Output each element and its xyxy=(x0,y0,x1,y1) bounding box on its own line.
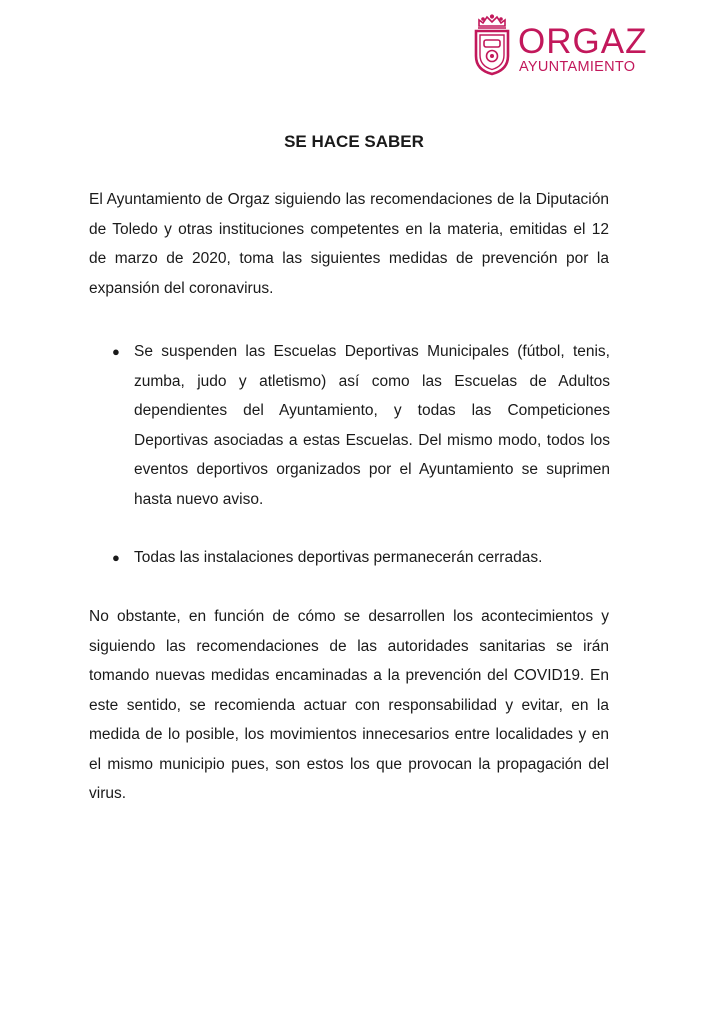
closing-paragraph: No obstante, en función de cómo se desarrollen los acontecimientos y siguiendo las recomendaciones de las autoridades sanitarias se irán tomando nuevas medidas encaminadas a la prevención del COVID19. En este sentido, se recomienda actuar con responsabilidad y evitar, en la medida de lo posible, los movimientos innecesarios entre localidades y en el mismo municipio pues, son estos los que provocan la propagación del virus. xyxy=(89,608,609,802)
bullet-icon: ● xyxy=(112,550,120,565)
list-item-text: Todas las instalaciones deportivas permanecerán cerradas. xyxy=(134,549,543,566)
measures-list xyxy=(110,337,610,573)
coat-of-arms-icon xyxy=(472,14,512,76)
orgaz-logo xyxy=(472,14,662,78)
list-item xyxy=(110,337,610,514)
intro-paragraph: El Ayuntamiento de Orgaz siguiendo las recomendaciones de la Diputación de Toledo y otras instituciones competentes en la materia, emitidas el 12 de marzo de 2020, toma las siguientes medidas de prevención por la expansión del coronavirus. xyxy=(89,191,609,297)
bullet-icon: ● xyxy=(112,344,120,359)
list-item xyxy=(110,543,610,573)
logo-name: ORGAZ xyxy=(518,22,648,61)
logo-subtitle: AYUNTAMIENTO xyxy=(519,59,636,75)
list-item-text: Se suspenden las Escuelas Deportivas Municipales (fútbol, tenis, zumba, judo y atletismo) así como las Escuelas de Adultos dependientes del Ayuntamiento, y todas las Competiciones Deportivas asociadas a estas Escuelas. Del mismo modo, todos los eventos deportivos organizados por el Ayuntamiento se suprimen hasta nuevo aviso. xyxy=(134,343,610,508)
page-title: SE HACE SABER xyxy=(284,132,424,151)
